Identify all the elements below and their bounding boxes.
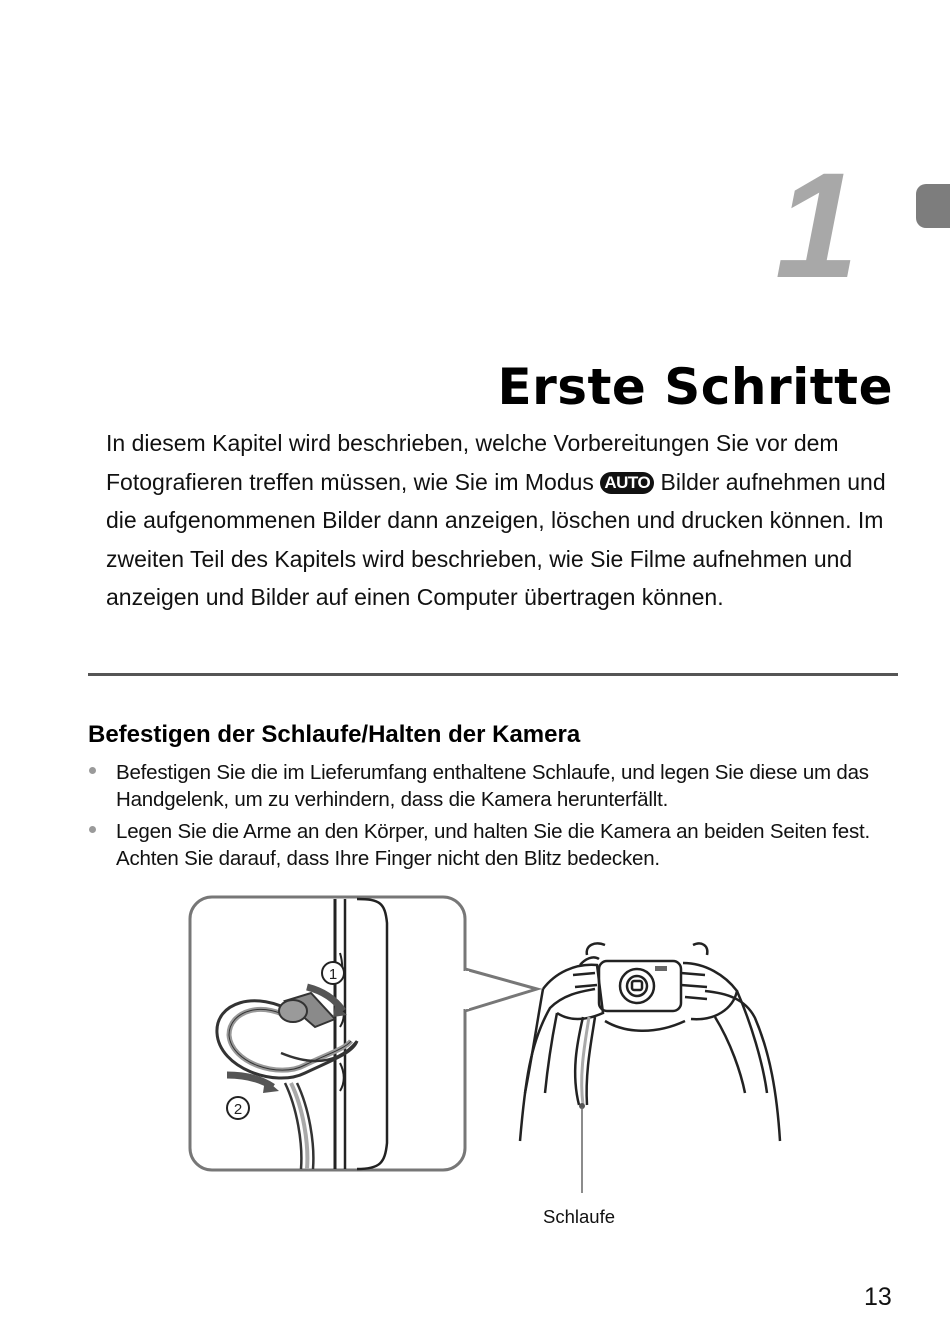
section-divider [88, 673, 898, 676]
chapter-title: Erste Schritte [497, 358, 893, 416]
page-number: 13 [864, 1283, 892, 1311]
section-heading: Befestigen der Schlaufe/Halten der Kamera [88, 721, 581, 748]
step-1-label: 1 [328, 966, 338, 983]
chapter-tab-marker [916, 184, 950, 228]
intro-text-part1: In diesem Kapitel wird beschrieben, welche Vorbereitungen Sie vor dem Fotografieren treffen müssen, wie Sie im Modus [106, 430, 839, 495]
auto-mode-icon: AUTO [600, 472, 654, 494]
hanging-strap [575, 1017, 595, 1193]
intro-paragraph [106, 424, 906, 617]
bullet-dot-icon [89, 767, 96, 774]
bullet-list [88, 760, 918, 878]
step-1-marker [322, 962, 344, 984]
step-2-marker [227, 1097, 249, 1119]
strap-detail-callout [190, 897, 537, 1170]
chapter-number: 1 [775, 141, 859, 309]
strap-callout-label: Schlaufe [543, 1206, 615, 1227]
bullet-text: Legen Sie die Arme an den Körper, und halten Sie die Kamera an beiden Seiten fest. Achten Sie darauf, dass Ihre Finger nicht den Blitz bedecken. [116, 820, 871, 870]
intro-text-part2: Bilder aufnehmen und die aufgenommenen Bilder dann anzeigen, löschen und drucken können. Im zweiten Teil des Kapitels wird beschrieben, wie Sie Filme aufnehmen und anzeigen und Bilder auf einen Computer übertragen können. [106, 468, 886, 611]
bullet-dot-icon [89, 826, 96, 833]
step-2-label: 2 [233, 1101, 243, 1118]
person-holding-camera [520, 943, 780, 1141]
bullet-text: Befestigen Sie die im Lieferumfang enthaltene Schlaufe, und legen Sie diese um das Handgelenk, um zu verhindern, dass die Kamera herunterfällt. [116, 761, 869, 811]
bullet-item [88, 760, 918, 813]
strap-illustration [185, 893, 805, 1193]
bullet-item [88, 819, 918, 872]
